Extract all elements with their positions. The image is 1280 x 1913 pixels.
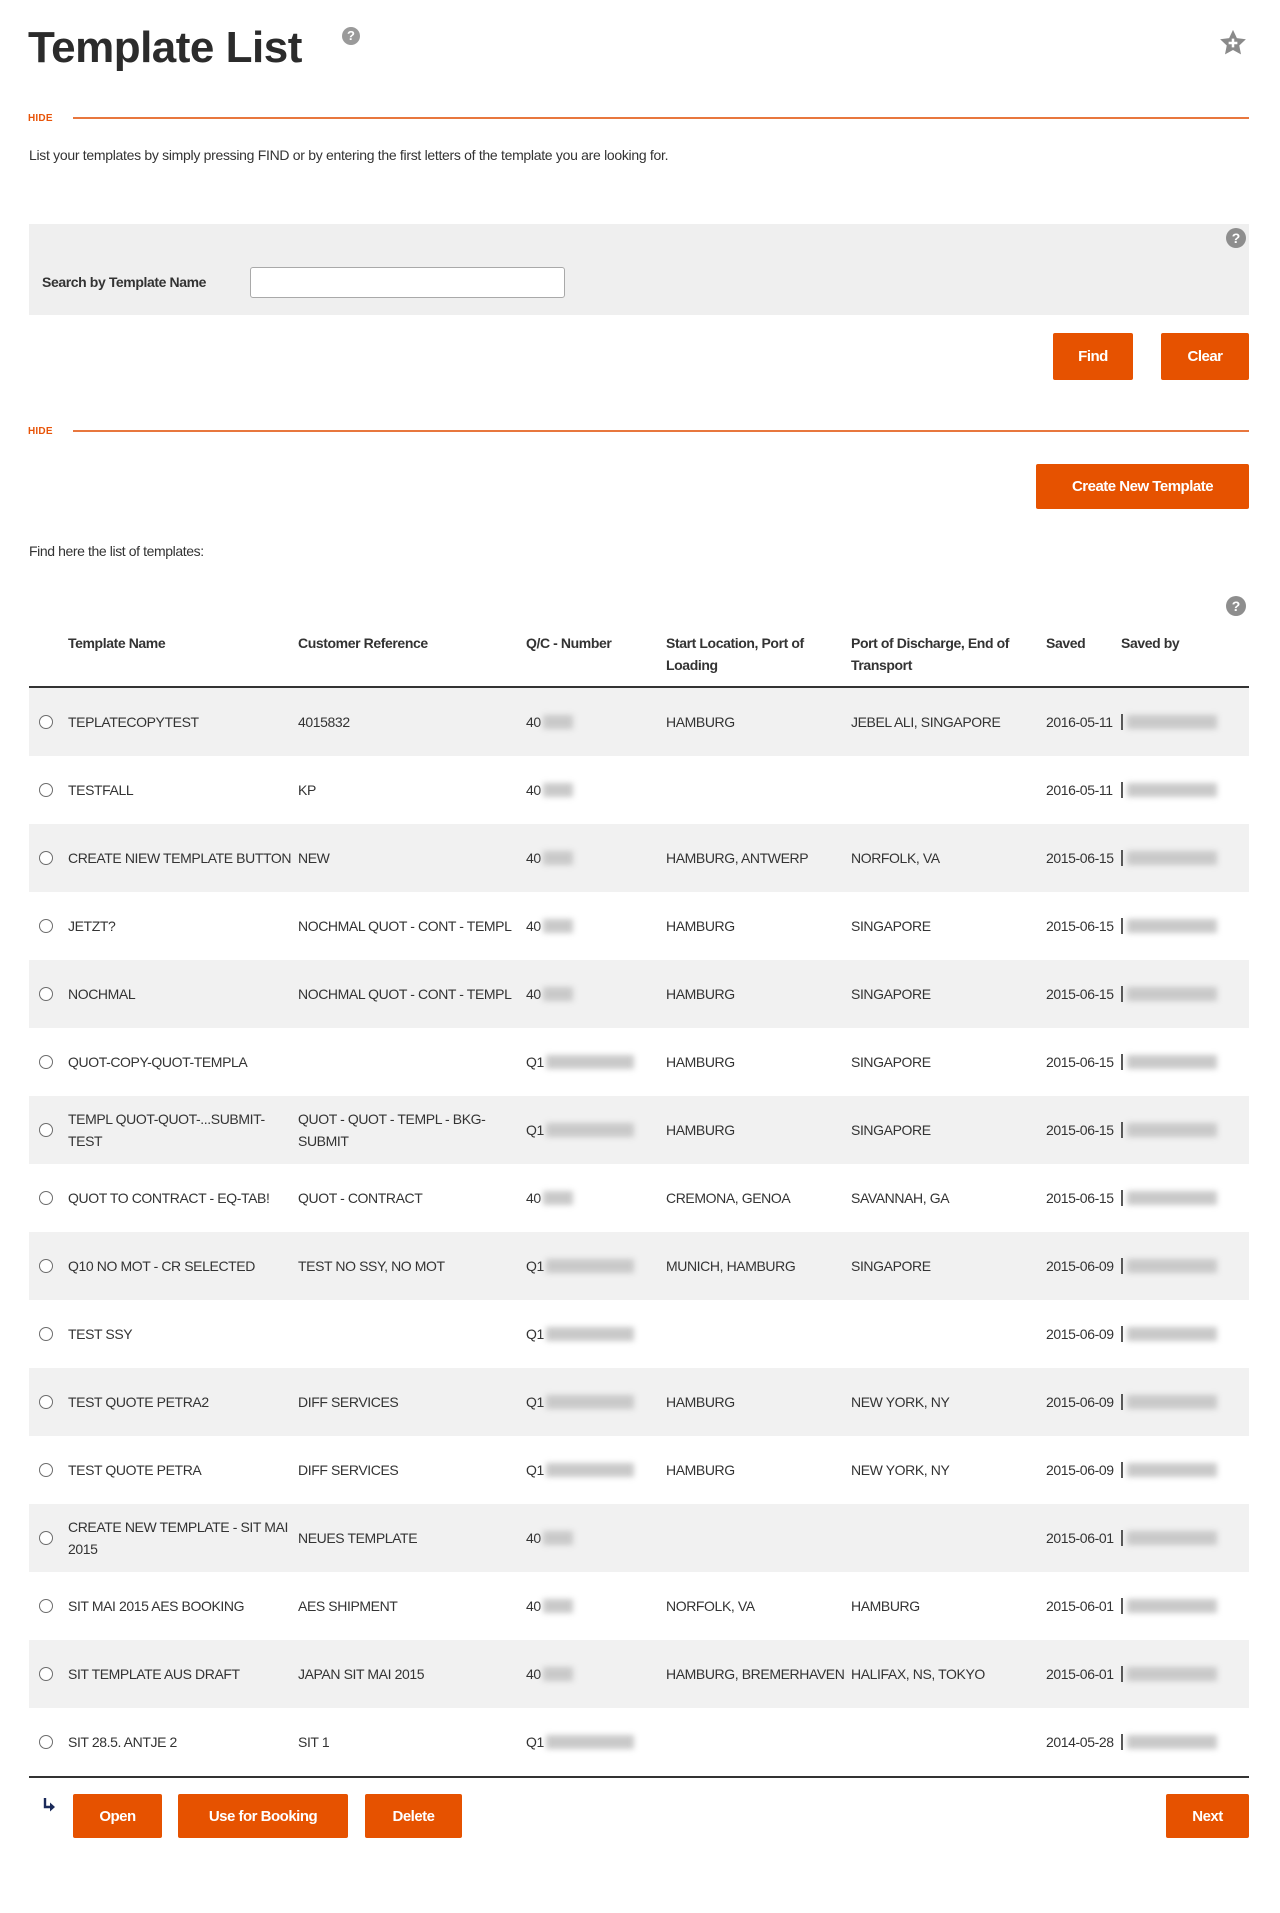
help-icon[interactable]: ? bbox=[342, 27, 360, 45]
cell-saved-date: 2015-06-15 bbox=[1046, 918, 1114, 934]
cell-saved-date: 2016-05-11 bbox=[1046, 714, 1113, 730]
list-intro-text: Find here the list of templates: bbox=[29, 543, 204, 559]
table-row[interactable] bbox=[29, 1300, 1249, 1368]
cell-saved-date: 2015-06-01 bbox=[1046, 1530, 1114, 1546]
row-select-radio[interactable] bbox=[39, 1599, 53, 1613]
cell-saved-by bbox=[1121, 1640, 1249, 1708]
cell-saved-date: 2014-05-28 bbox=[1046, 1734, 1114, 1750]
cell-qc-number: 40 bbox=[526, 1572, 664, 1640]
redacted-value bbox=[1127, 1463, 1217, 1477]
table-row[interactable] bbox=[29, 1708, 1249, 1776]
cell-customer-reference: NOCHMAL QUOT - CONT - TEMPL bbox=[298, 986, 512, 1002]
cell-customer-reference: QUOT - CONTRACT bbox=[298, 1190, 423, 1206]
cell-qc-number: Q1 bbox=[526, 1096, 664, 1164]
row-select-radio[interactable] bbox=[39, 1259, 53, 1273]
cell-template-name: QUOT-COPY-QUOT-TEMPLA bbox=[68, 1054, 248, 1070]
cell-port-of-discharge: JEBEL ALI, SINGAPORE bbox=[851, 714, 1001, 730]
cell-customer-reference bbox=[298, 1028, 518, 1096]
cell-start-location: HAMBURG bbox=[666, 986, 735, 1002]
cell-port-of-discharge bbox=[851, 756, 1041, 824]
cell-template-name: TEST SSY bbox=[68, 1326, 133, 1342]
row-select-radio[interactable] bbox=[39, 783, 53, 797]
redacted-value bbox=[1127, 1667, 1217, 1681]
cell-saved-by bbox=[1121, 1436, 1249, 1504]
cell-saved-by bbox=[1121, 824, 1249, 892]
redacted-value bbox=[543, 919, 573, 933]
cell-saved-by bbox=[1121, 1300, 1249, 1368]
redacted-value bbox=[543, 783, 573, 797]
cell-start-location: MUNICH, HAMBURG bbox=[666, 1258, 796, 1274]
row-select-radio[interactable] bbox=[39, 851, 53, 865]
redacted-value bbox=[1127, 1191, 1217, 1205]
row-select-radio[interactable] bbox=[39, 1735, 53, 1749]
cell-template-name: Q10 NO MOT - CR SELECTED bbox=[68, 1258, 255, 1274]
cell-saved-date: 2015-06-15 bbox=[1046, 1122, 1114, 1138]
cell-qc-number: Q1 bbox=[526, 1436, 664, 1504]
redacted-value bbox=[1127, 1599, 1217, 1613]
search-panel bbox=[29, 224, 1249, 315]
cell-customer-reference: AES SHIPMENT bbox=[298, 1598, 398, 1614]
cell-start-location bbox=[666, 1504, 846, 1572]
redacted-value bbox=[1127, 1395, 1217, 1409]
redacted-value bbox=[1127, 1327, 1217, 1341]
row-select-radio[interactable] bbox=[39, 1531, 53, 1545]
redacted-value bbox=[546, 1735, 634, 1749]
cell-template-name: SIT TEMPLATE AUS DRAFT bbox=[68, 1666, 240, 1682]
redacted-value bbox=[546, 1463, 634, 1477]
search-label: Search by Template Name bbox=[42, 274, 207, 290]
table-row[interactable] bbox=[29, 1640, 1249, 1708]
cell-qc-number: 40 bbox=[526, 892, 664, 960]
row-select-radio[interactable] bbox=[39, 1055, 53, 1069]
cell-saved-by bbox=[1121, 892, 1249, 960]
search-description: List your templates by simply pressing FIND or by entering the first letters of the template you are looking for. bbox=[29, 147, 669, 163]
redacted-value bbox=[543, 1599, 573, 1613]
cell-template-name: TESTFALL bbox=[68, 782, 134, 798]
cell-qc-number: 40 bbox=[526, 1640, 664, 1708]
cell-start-location: HAMBURG bbox=[666, 1394, 735, 1410]
table-row[interactable] bbox=[29, 960, 1249, 1028]
next-button[interactable]: Next bbox=[1166, 1794, 1249, 1838]
cell-saved-by bbox=[1121, 1708, 1249, 1776]
redacted-value bbox=[546, 1123, 634, 1137]
cell-customer-reference: QUOT - QUOT - TEMPL - BKG-SUBMIT bbox=[298, 1111, 486, 1149]
cell-customer-reference: 4015832 bbox=[298, 714, 350, 730]
cell-saved-date: 2015-06-01 bbox=[1046, 1666, 1114, 1682]
cell-port-of-discharge: SINGAPORE bbox=[851, 1054, 931, 1070]
redacted-value bbox=[546, 1055, 634, 1069]
cell-qc-number: Q1 bbox=[526, 1028, 664, 1096]
cell-port-of-discharge bbox=[851, 1708, 1041, 1776]
table-help-icon[interactable]: ? bbox=[1226, 596, 1246, 616]
cell-customer-reference: SIT 1 bbox=[298, 1734, 330, 1750]
cell-saved-by bbox=[1121, 1572, 1249, 1640]
cell-customer-reference bbox=[298, 1300, 518, 1368]
cell-start-location: HAMBURG bbox=[666, 1122, 735, 1138]
hide-search-toggle[interactable]: HIDE bbox=[28, 113, 53, 124]
redacted-value bbox=[1127, 919, 1217, 933]
table-header bbox=[29, 620, 1249, 688]
redacted-value bbox=[1127, 1055, 1217, 1069]
redacted-value bbox=[1127, 715, 1217, 729]
cell-template-name: CREATE NIEW TEMPLATE BUTTON bbox=[68, 850, 292, 866]
cell-qc-number: Q1 bbox=[526, 1708, 664, 1776]
redacted-value bbox=[1127, 987, 1217, 1001]
row-select-radio[interactable] bbox=[39, 1191, 53, 1205]
search-input[interactable] bbox=[250, 267, 565, 298]
row-select-radio[interactable] bbox=[39, 1327, 53, 1341]
cell-template-name: QUOT TO CONTRACT - EQ-TAB! bbox=[68, 1190, 270, 1206]
column-header-customer-reference[interactable]: Customer Reference bbox=[298, 635, 428, 651]
cell-saved-date: 2015-06-09 bbox=[1046, 1326, 1114, 1342]
delete-button[interactable]: Delete bbox=[365, 1794, 462, 1838]
cell-template-name: TEST QUOTE PETRA2 bbox=[68, 1394, 209, 1410]
cell-saved-by bbox=[1121, 1096, 1249, 1164]
cell-template-name: TEMPL QUOT-QUOT-...SUBMIT-TEST bbox=[68, 1111, 265, 1149]
redacted-value bbox=[1127, 1259, 1217, 1273]
cell-qc-number: 40 bbox=[526, 1164, 664, 1232]
redacted-value bbox=[543, 1667, 573, 1681]
cell-saved-by bbox=[1121, 688, 1249, 756]
cell-template-name: TEPLATECOPYTEST bbox=[68, 714, 199, 730]
cell-customer-reference: DIFF SERVICES bbox=[298, 1394, 399, 1410]
redacted-value bbox=[543, 987, 573, 1001]
arrow-turn-down-right-icon bbox=[42, 1797, 56, 1813]
redacted-value bbox=[543, 1191, 573, 1205]
cell-template-name: SIT MAI 2015 AES BOOKING bbox=[68, 1598, 245, 1614]
redacted-value bbox=[543, 715, 573, 729]
cell-saved-by bbox=[1121, 756, 1249, 824]
cell-saved-date: 2015-06-15 bbox=[1046, 1054, 1114, 1070]
cell-template-name: NOCHMAL bbox=[68, 986, 136, 1002]
column-header-qc-number[interactable]: Q/C - Number bbox=[526, 635, 612, 651]
column-header-template-name[interactable]: Template Name bbox=[68, 635, 166, 651]
cell-qc-number: Q1 bbox=[526, 1232, 664, 1300]
cell-port-of-discharge: NEW YORK, NY bbox=[851, 1462, 950, 1478]
cell-qc-number: 40 bbox=[526, 960, 664, 1028]
page-title: Template List bbox=[28, 23, 302, 72]
cell-start-location: HAMBURG, BREMERHAVEN bbox=[666, 1666, 845, 1682]
table-row[interactable] bbox=[29, 688, 1249, 756]
cell-customer-reference: KP bbox=[298, 782, 316, 798]
redacted-value bbox=[1127, 851, 1217, 865]
table-row[interactable] bbox=[29, 1096, 1249, 1164]
cell-saved-by bbox=[1121, 1232, 1249, 1300]
create-new-template-button[interactable]: Create New Template bbox=[1036, 464, 1249, 509]
cell-start-location bbox=[666, 1300, 846, 1368]
row-select-radio[interactable] bbox=[39, 715, 53, 729]
cell-customer-reference: NEUES TEMPLATE bbox=[298, 1530, 418, 1546]
redacted-value bbox=[1127, 783, 1217, 797]
cell-qc-number: Q1 bbox=[526, 1300, 664, 1368]
redacted-value bbox=[1127, 1735, 1217, 1749]
cell-port-of-discharge: NORFOLK, VA bbox=[851, 850, 940, 866]
clear-button[interactable]: Clear bbox=[1161, 333, 1249, 380]
redacted-value bbox=[546, 1259, 634, 1273]
table-row[interactable] bbox=[29, 1436, 1249, 1504]
cell-port-of-discharge: HAMBURG bbox=[851, 1598, 920, 1614]
row-select-radio[interactable] bbox=[39, 987, 53, 1001]
cell-port-of-discharge bbox=[851, 1300, 1041, 1368]
redacted-value bbox=[543, 1531, 573, 1545]
table-row[interactable] bbox=[29, 892, 1249, 960]
cell-port-of-discharge: SINGAPORE bbox=[851, 918, 931, 934]
cell-port-of-discharge bbox=[851, 1504, 1041, 1572]
cell-template-name: CREATE NEW TEMPLATE - SIT MAI 2015 bbox=[68, 1519, 288, 1557]
cell-qc-number: Q1 bbox=[526, 1368, 664, 1436]
table-bottom-border bbox=[29, 1776, 1249, 1778]
cell-saved-date: 2015-06-09 bbox=[1046, 1258, 1114, 1274]
cell-customer-reference: JAPAN SIT MAI 2015 bbox=[298, 1666, 425, 1682]
cell-saved-date: 2015-06-15 bbox=[1046, 850, 1114, 866]
cell-saved-date: 2015-06-15 bbox=[1046, 986, 1114, 1002]
table-row[interactable] bbox=[29, 1504, 1249, 1572]
row-select-radio[interactable] bbox=[39, 919, 53, 933]
cell-template-name: TEST QUOTE PETRA bbox=[68, 1462, 202, 1478]
cell-customer-reference: NOCHMAL QUOT - CONT - TEMPL bbox=[298, 918, 512, 934]
templates-table bbox=[29, 620, 1249, 1778]
use-for-booking-button[interactable]: Use for Booking bbox=[178, 1794, 348, 1838]
cell-start-location: HAMBURG bbox=[666, 1462, 735, 1478]
find-button[interactable]: Find bbox=[1053, 333, 1133, 380]
cell-start-location bbox=[666, 1708, 846, 1776]
cell-start-location: HAMBURG, ANTWERP bbox=[666, 850, 809, 866]
row-select-radio[interactable] bbox=[39, 1123, 53, 1137]
table-row[interactable] bbox=[29, 1572, 1249, 1640]
cell-saved-by bbox=[1121, 1504, 1249, 1572]
hide-list-toggle[interactable]: HIDE bbox=[28, 426, 53, 437]
table-body bbox=[29, 688, 1249, 1776]
cell-port-of-discharge: SINGAPORE bbox=[851, 986, 931, 1002]
cell-qc-number: 40 bbox=[526, 824, 664, 892]
cell-port-of-discharge: NEW YORK, NY bbox=[851, 1394, 950, 1410]
cell-customer-reference: NEW bbox=[298, 850, 330, 866]
cell-port-of-discharge: HALIFAX, NS, TOKYO bbox=[851, 1666, 985, 1682]
cell-customer-reference: DIFF SERVICES bbox=[298, 1462, 399, 1478]
open-button[interactable]: Open bbox=[73, 1794, 162, 1838]
table-row[interactable] bbox=[29, 824, 1249, 892]
table-row[interactable] bbox=[29, 1164, 1249, 1232]
column-header-port-of-discharge[interactable]: Port of Discharge, End of Transport bbox=[851, 635, 1010, 673]
row-select-radio[interactable] bbox=[39, 1667, 53, 1681]
cell-qc-number: 40 bbox=[526, 688, 664, 756]
table-row[interactable] bbox=[29, 1028, 1249, 1096]
cell-qc-number: 40 bbox=[526, 1504, 664, 1572]
cell-saved-by bbox=[1121, 1164, 1249, 1232]
cell-template-name: SIT 28.5. ANTJE 2 bbox=[68, 1734, 177, 1750]
cell-start-location: NORFOLK, VA bbox=[666, 1598, 755, 1614]
cell-port-of-discharge: SINGAPORE bbox=[851, 1122, 931, 1138]
star-plus-icon[interactable] bbox=[1218, 28, 1248, 58]
cell-start-location: CREMONA, GENOA bbox=[666, 1190, 791, 1206]
redacted-value bbox=[546, 1327, 634, 1341]
cell-saved-by bbox=[1121, 960, 1249, 1028]
redacted-value bbox=[546, 1395, 634, 1409]
column-header-start-location[interactable]: Start Location, Port of Loading bbox=[666, 635, 804, 673]
section-divider bbox=[73, 117, 1249, 119]
cell-template-name: JETZT? bbox=[68, 918, 116, 934]
cell-saved-date: 2015-06-09 bbox=[1046, 1462, 1114, 1478]
section-divider bbox=[73, 430, 1249, 432]
redacted-value bbox=[1127, 1531, 1217, 1545]
column-header-saved-by[interactable]: Saved by bbox=[1121, 635, 1180, 651]
cell-saved-date: 2015-06-09 bbox=[1046, 1394, 1114, 1410]
cell-saved-by bbox=[1121, 1028, 1249, 1096]
column-header-saved[interactable]: Saved bbox=[1046, 635, 1086, 651]
cell-port-of-discharge: SINGAPORE bbox=[851, 1258, 931, 1274]
cell-customer-reference: TEST NO SSY, NO MOT bbox=[298, 1258, 445, 1274]
row-select-radio[interactable] bbox=[39, 1395, 53, 1409]
cell-qc-number: 40 bbox=[526, 756, 664, 824]
cell-saved-date: 2015-06-15 bbox=[1046, 1190, 1114, 1206]
cell-start-location: HAMBURG bbox=[666, 1054, 735, 1070]
cell-saved-date: 2016-05-11 bbox=[1046, 782, 1113, 798]
cell-port-of-discharge: SAVANNAH, GA bbox=[851, 1190, 950, 1206]
cell-saved-by bbox=[1121, 1368, 1249, 1436]
redacted-value bbox=[543, 851, 573, 865]
cell-saved-date: 2015-06-01 bbox=[1046, 1598, 1114, 1614]
redacted-value bbox=[1127, 1123, 1217, 1137]
table-row[interactable] bbox=[29, 1368, 1249, 1436]
row-select-radio[interactable] bbox=[39, 1463, 53, 1477]
cell-start-location: HAMBURG bbox=[666, 714, 735, 730]
cell-start-location bbox=[666, 756, 846, 824]
table-row[interactable] bbox=[29, 1232, 1249, 1300]
table-row[interactable] bbox=[29, 756, 1249, 824]
search-help-icon[interactable]: ? bbox=[1226, 228, 1246, 248]
cell-start-location: HAMBURG bbox=[666, 918, 735, 934]
